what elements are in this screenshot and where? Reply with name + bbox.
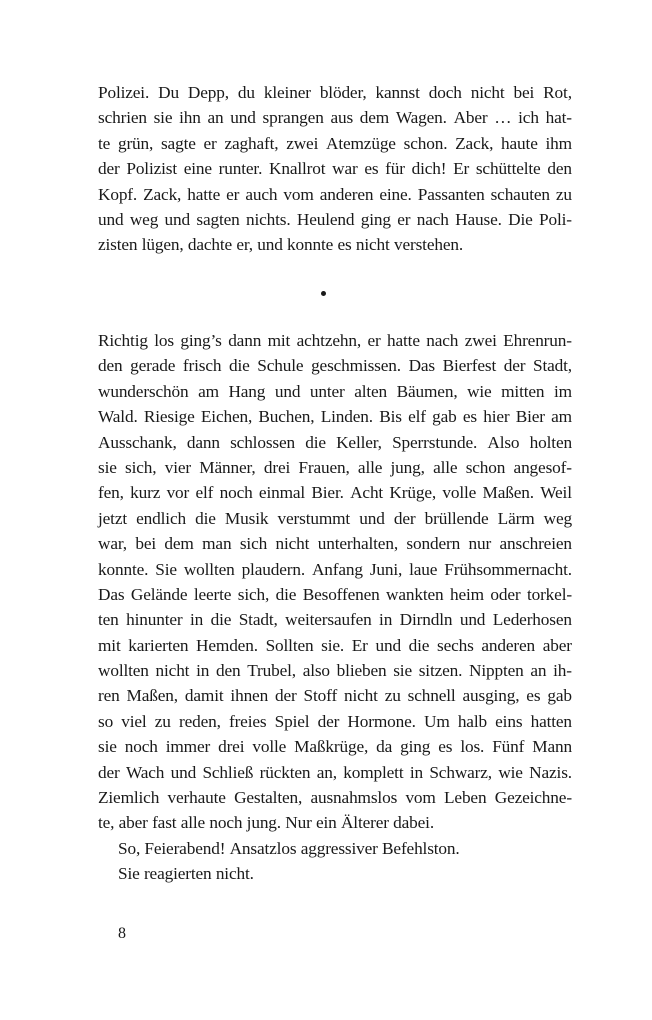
- text-line: der Polizist eine runter. Knallrot war es für dich! Er schüttelte den: [98, 159, 572, 179]
- text-line: ten hinunter in die Stadt, weitersaufen in Dirndln und Lederhosen: [98, 610, 572, 630]
- text-line: te grün, sagte er zaghaft, zwei Atemzüge schon. Zack, haute ihm: [98, 133, 572, 153]
- text-line: Polizei. Du Depp, du kleiner blöder, kannst doch nicht bei Rot,: [98, 83, 572, 102]
- text-line: So, Feierabend! Ansatzlos aggressiver Befehlston.: [118, 839, 460, 858]
- text-line: sie noch immer drei volle Maßkrüge, da ging es los. Fünf Mann: [98, 737, 572, 757]
- text-line: Wald. Riesige Eichen, Buchen, Linden. Bis elf gab es hier Bier am: [98, 407, 572, 427]
- text-line: den gerade frisch die Schule geschmissen. Das Bierfest der Stadt,: [98, 356, 572, 376]
- paragraph-section-2: [98, 328, 572, 836]
- text-line: wunderschön am Hang und unter alten Bäumen, wie mitten im: [98, 381, 572, 401]
- text-line: war, bei dem man sich nicht unterhalten, sondern nur anschreien: [98, 534, 572, 554]
- text-line: fen, kurz vor elf noch einmal Bier. Acht Krüge, volle Maßen. Weil: [98, 483, 572, 503]
- text-line: Sie reagierten nicht.: [118, 864, 254, 884]
- text-line: Richtig los ging’s dann mit achtzehn, er hatte nach zwei Ehrenrun-: [98, 331, 572, 350]
- text-line: jetzt endlich die Musik verstummt und der brüllende Lärm weg: [98, 508, 572, 528]
- dialogue-lines: [98, 836, 572, 887]
- text-line: wollten nicht in den Trubel, also blieben sie sitzen. Nippten an ih-: [98, 661, 572, 681]
- text-line: te, aber fast alle noch jung. Nur ein Älterer dabei.: [98, 813, 434, 833]
- paragraph-section-1: [98, 80, 572, 258]
- text-line: und weg und sagten nichts. Heulend ging er nach Hause. Die Poli-: [98, 209, 572, 229]
- text-line: mit karierten Hemden. Sollten sie. Er und die sechs anderen aber: [98, 635, 572, 655]
- text-line: zisten lügen, dachte er, und konnte es nicht verstehen.: [98, 235, 464, 255]
- text-line: Das Gelände leerte sich, die Besoffenen wankten heim oder torkel-: [98, 584, 572, 604]
- text-line: Ziemlich verhaute Gestalten, ausnahmslos vom Leben Gezeichne-: [98, 788, 572, 808]
- section-separator-dot: [321, 291, 326, 296]
- text-line: der Wach und Schließ rückten an, komplett in Schwarz, wie Nazis.: [98, 762, 572, 782]
- text-line: konnte. Sie wollten plaudern. Anfang Juni, laue Frühsommernacht.: [98, 559, 572, 579]
- text-line: so viel zu reden, freies Spiel der Hormone. Um halb eins hatten: [98, 711, 572, 731]
- text-line: ren Maßen, damit ihnen der Stoff nicht zu schnell ausging, es gab: [98, 686, 572, 706]
- text-line: Kopf. Zack, hatte er auch vom anderen eine. Passanten schauten zu: [98, 184, 572, 204]
- page-number: 8: [118, 925, 126, 942]
- text-line: sie sich, vier Männer, drei Frauen, alle jung, alle schon angesof-: [98, 457, 572, 477]
- text-line: Ausschank, dann schlossen die Keller, Sperrstunde. Also holten: [98, 432, 572, 452]
- text-line: schrien sie ihn an und sprangen aus dem Wagen. Aber … ich hat-: [98, 108, 572, 128]
